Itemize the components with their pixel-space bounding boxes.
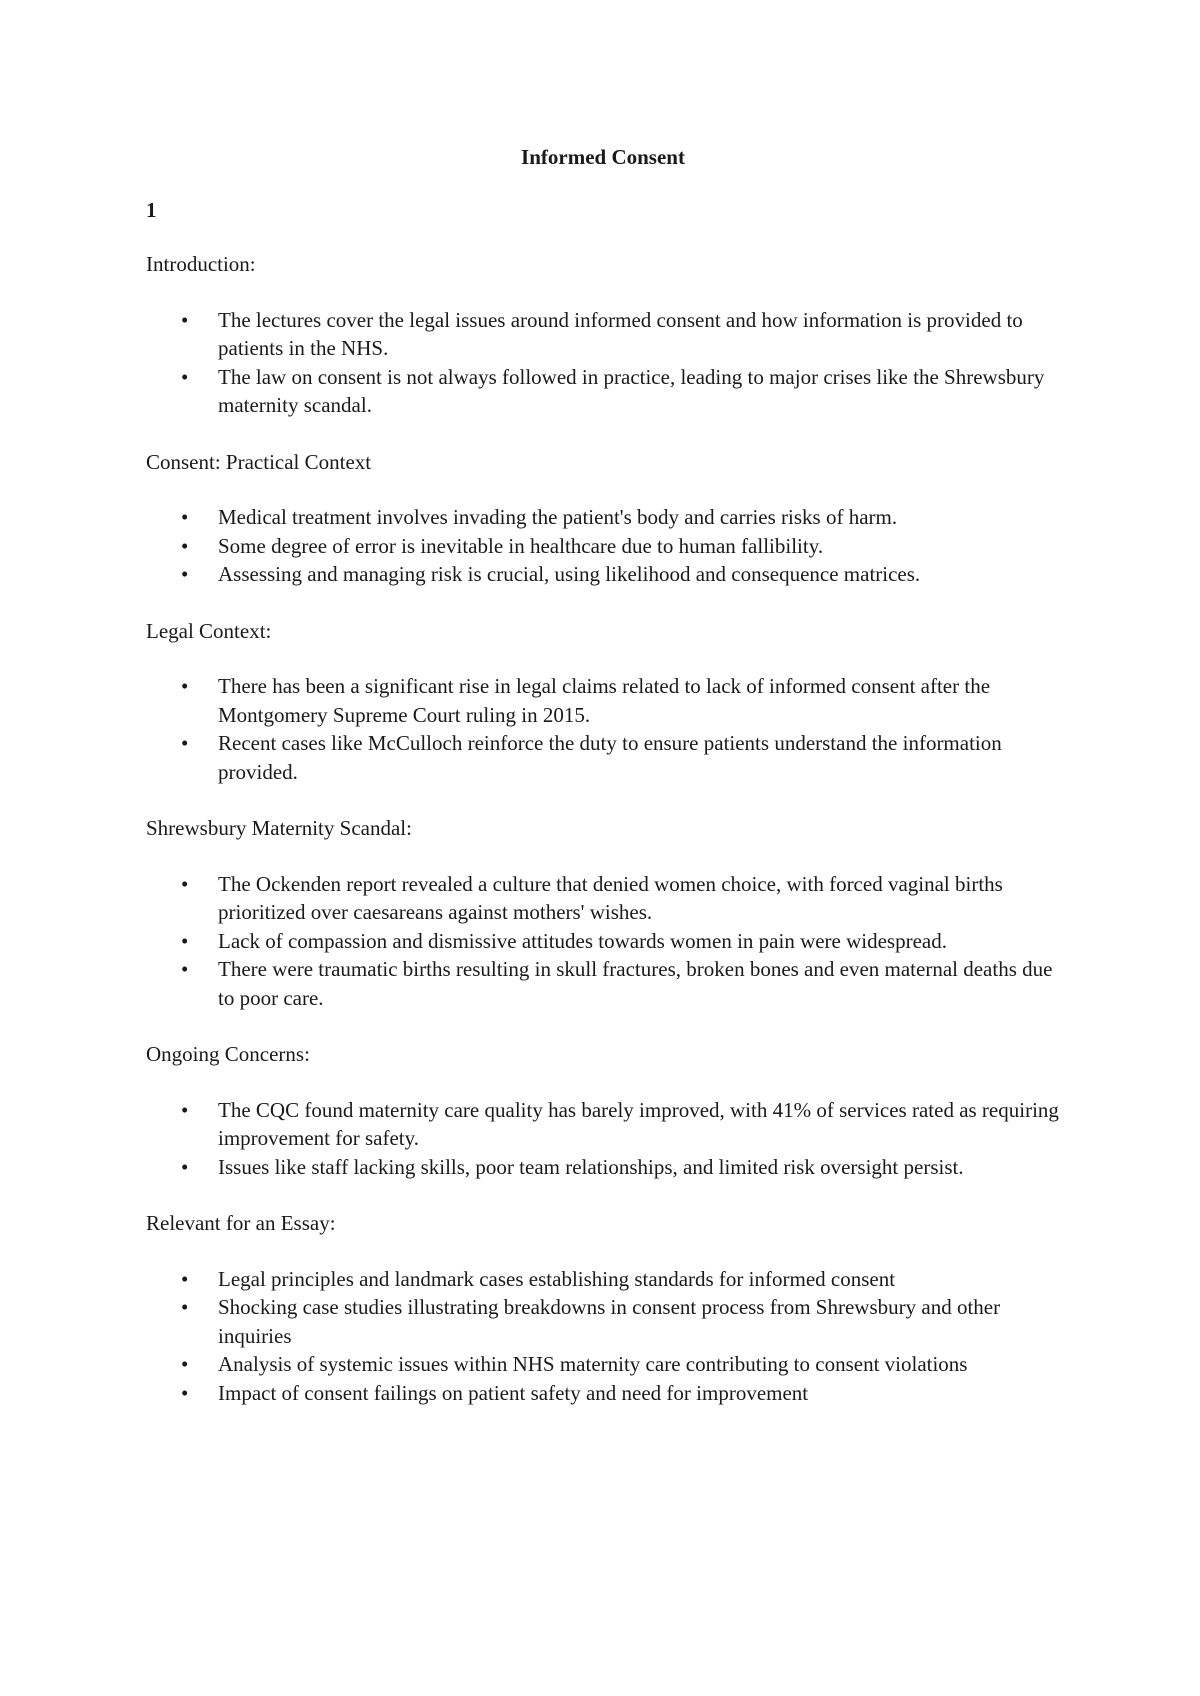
list-item	[146, 1265, 1066, 1294]
list-item	[146, 1153, 1066, 1182]
list-item-text: Lack of compassion and dismissive attitudes towards women in pain were widespread.	[218, 928, 947, 953]
list-item-text: Some degree of error is inevitable in healthcare due to human fallibility.	[218, 533, 824, 558]
bullet-icon: •	[181, 957, 189, 981]
section-heading-ongoing-concerns: Ongoing Concerns:	[146, 1042, 310, 1066]
bullet-icon: •	[181, 533, 189, 558]
list-item	[146, 306, 1066, 363]
list-item-text: The CQC found maternity care quality has barely improved, with 41% of services rated as requiring improvement for safety.	[218, 1097, 1059, 1150]
bullet-icon: •	[181, 562, 189, 586]
list-item	[146, 1293, 1066, 1350]
document-title: Informed Consent	[521, 145, 685, 169]
bullet-icon: •	[181, 1266, 189, 1291]
list-item-text: The law on consent is not always followed in practice, leading to major crises like the Shrewsbury maternity scandal.	[218, 364, 1045, 417]
list-item	[146, 1350, 1066, 1379]
list-item-text: The lectures cover the legal issues around informed consent and how information is provided to patients in the NHS.	[218, 307, 1023, 360]
list-item	[146, 363, 1066, 420]
list-item-text: The Ockenden report revealed a culture that denied women choice, with forced vaginal births prioritized over caesareans against mothers' wishes.	[218, 871, 1003, 924]
list-item-text: There has been a significant rise in legal claims related to lack of informed consent after the Montgomery Supreme Court ruling in 2015.	[218, 674, 991, 727]
bullet-list-introduction	[146, 306, 1066, 420]
document-page	[146, 143, 1066, 1435]
bullet-icon: •	[181, 1295, 189, 1319]
list-item	[146, 955, 1066, 1012]
page-number: 1	[146, 197, 157, 222]
list-item-text: Impact of consent failings on patient safety and need for improvement	[218, 1380, 809, 1405]
bullet-list-practical-context	[146, 503, 1066, 589]
section-heading-legal-context: Legal Context:	[146, 618, 272, 643]
list-item	[146, 672, 1066, 729]
bullet-icon: •	[181, 1380, 189, 1405]
list-item-text: Assessing and managing risk is crucial, using likelihood and consequence matrices.	[218, 562, 921, 586]
bullet-icon: •	[181, 1154, 189, 1179]
list-item-text: Shocking case studies illustrating breakdowns in consent process from Shrewsbury and other inquiries	[218, 1295, 1001, 1348]
section-heading-introduction: Introduction:	[146, 252, 256, 276]
bullet-icon: •	[181, 928, 189, 953]
list-item	[146, 503, 1066, 532]
section-heading-relevant-essay: Relevant for an Essay:	[146, 1211, 336, 1235]
list-item-text: Medical treatment involves invading the patient's body and carries risks of harm.	[218, 505, 898, 529]
bullet-icon: •	[181, 307, 189, 332]
list-item	[146, 1379, 1066, 1408]
section-heading-practical-context: Consent: Practical Context	[146, 449, 372, 474]
list-item	[146, 870, 1066, 927]
bullet-icon: •	[181, 505, 189, 529]
list-item	[146, 927, 1066, 956]
bullet-icon: •	[181, 731, 189, 755]
bullet-list-relevant-essay	[146, 1265, 1066, 1408]
list-item-text: Legal principles and landmark cases establishing standards for informed consent	[218, 1266, 896, 1291]
bullet-list-shrewsbury-scandal	[146, 870, 1066, 1013]
section-heading-shrewsbury-scandal: Shrewsbury Maternity Scandal:	[146, 816, 412, 840]
bullet-list-legal-context	[146, 672, 1066, 786]
list-item	[146, 532, 1066, 561]
bullet-icon: •	[181, 674, 189, 698]
bullet-icon: •	[181, 1352, 189, 1376]
bullet-list-ongoing-concerns	[146, 1096, 1066, 1182]
list-item-text: Analysis of systemic issues within NHS maternity care contributing to consent violations	[218, 1352, 968, 1376]
bullet-icon: •	[181, 871, 189, 896]
bullet-icon: •	[181, 364, 189, 389]
list-item	[146, 1096, 1066, 1153]
list-item-text: Issues like staff lacking skills, poor team relationships, and limited risk oversight persist.	[218, 1154, 964, 1179]
list-item	[146, 729, 1066, 786]
list-item-text: Recent cases like McCulloch reinforce the duty to ensure patients understand the information provided.	[218, 731, 1002, 784]
list-item-text: There were traumatic births resulting in skull fractures, broken bones and even maternal deaths due to poor care.	[218, 957, 1053, 1010]
bullet-icon: •	[181, 1097, 189, 1122]
list-item	[146, 560, 1066, 589]
